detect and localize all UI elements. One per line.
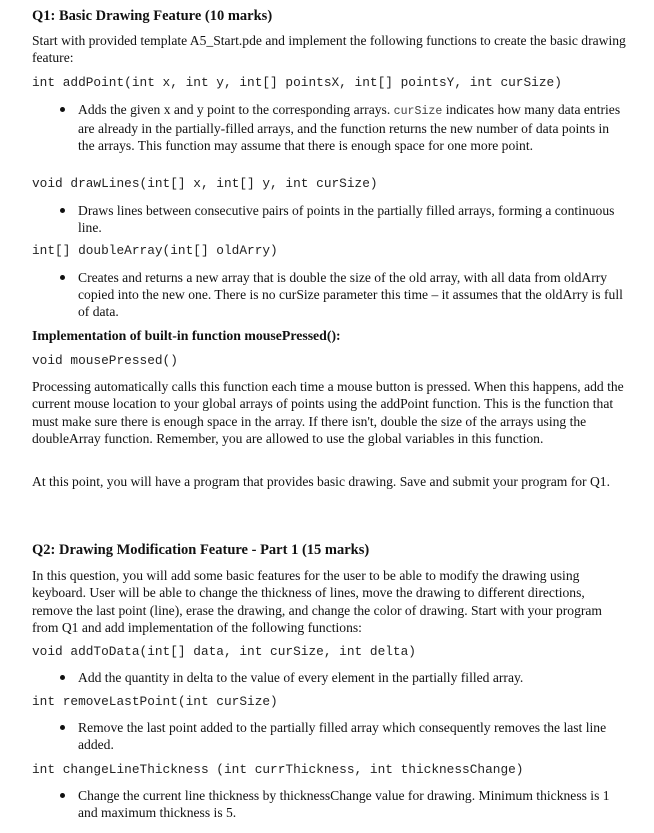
bullet-remove-last-point-text: Remove the last point added to the partially filled array which consequently removes the last line added. — [78, 720, 607, 753]
bullet-dot — [60, 107, 65, 112]
bullet-dot — [60, 793, 65, 798]
bullet-add-to-data — [78, 669, 626, 686]
bullet-change-line-thickness-text: Change the current line thickness by thicknessChange value for drawing. Minimum thickness is 1 and maximum thickness is 5. — [78, 788, 610, 821]
bullet-change-line-thickness — [78, 787, 626, 821]
bullet-draw-lines — [78, 202, 626, 236]
bullet-dot — [60, 675, 65, 680]
bullet-dot — [60, 275, 65, 280]
bullet-dot — [60, 208, 65, 213]
para-mouse-pressed: Processing automatically calls this function each time a mouse button is pressed. When this happens, add the current mouse location to your global arrays of points using the addPoint function. This is the function that must make sure there is enough space in the array. If there isn't, double the size of the arrays using the doubleArray function. Remember, you are allowed to use the global variables in this function. — [32, 379, 624, 446]
bullet-draw-lines-text: Draws lines between consecutive pairs of points in the partially filled arrays, forming a continuous line. — [78, 203, 615, 236]
bullet-double-array — [78, 269, 626, 321]
bullet-add-point-text-a: Adds the given x and y point to the corresponding arrays. — [78, 102, 394, 117]
bullet-dot — [60, 725, 65, 730]
bullet-double-array-text: Creates and returns a new array that is double the size of the old array, with all data from oldArry copied into the new one. There is no curSize parameter this time – it assumes that the oldArry is full of data. — [78, 270, 623, 320]
sig-change-line-thickness: int changeLineThickness (int currThickness, int thicknessChange) — [32, 762, 524, 777]
sig-remove-last-point: int removeLastPoint(int curSize) — [32, 694, 278, 709]
sig-add-point: int addPoint(int x, int y, int[] pointsX, int[] pointsY, int curSize) — [32, 75, 562, 90]
bullet-add-point — [78, 101, 626, 155]
bullet-add-to-data-text: Add the quantity in delta to the value of every element in the partially filled array. — [78, 670, 524, 685]
para-submit: At this point, you will have a program that provides basic drawing. Save and submit your program for Q1. — [32, 474, 610, 489]
q1-intro: Start with provided template A5_Start.pde and implement the following functions to create the basic drawing feature: — [32, 33, 626, 66]
bullet-remove-last-point — [78, 719, 626, 753]
bullet-add-point-text-b: indicates how many data entries are already in the partially-filled arrays, and the function returns the new number of data points in the arrays. This function may assume that there is enough space for one more point. — [78, 102, 621, 154]
q2-intro: In this question, you will add some basic features for the user to be able to modify the drawing using keyboard. User will be able to change the thickness of lines, move the drawing to different directions, remove the last point (line), erase the drawing, and change the color of drawing. Start with your program from Q1 and add implementation of the following functions: — [32, 568, 603, 635]
sig-draw-lines: void drawLines(int[] x, int[] y, int curSize) — [32, 176, 378, 191]
inline-code-cursize: curSize — [393, 105, 443, 118]
sig-mouse-pressed: void mousePressed() — [32, 353, 178, 368]
sig-double-array: int[] doubleArray(int[] oldArry) — [32, 243, 278, 258]
q2-heading: Q2: Drawing Modification Feature - Part 1 (15 marks) — [32, 542, 370, 558]
q1-heading: Q1: Basic Drawing Feature (10 marks) — [32, 8, 273, 24]
sig-add-to-data: void addToData(int[] data, int curSize, int delta) — [32, 644, 416, 659]
impl-heading: Implementation of built-in function mousePressed(): — [32, 328, 341, 343]
